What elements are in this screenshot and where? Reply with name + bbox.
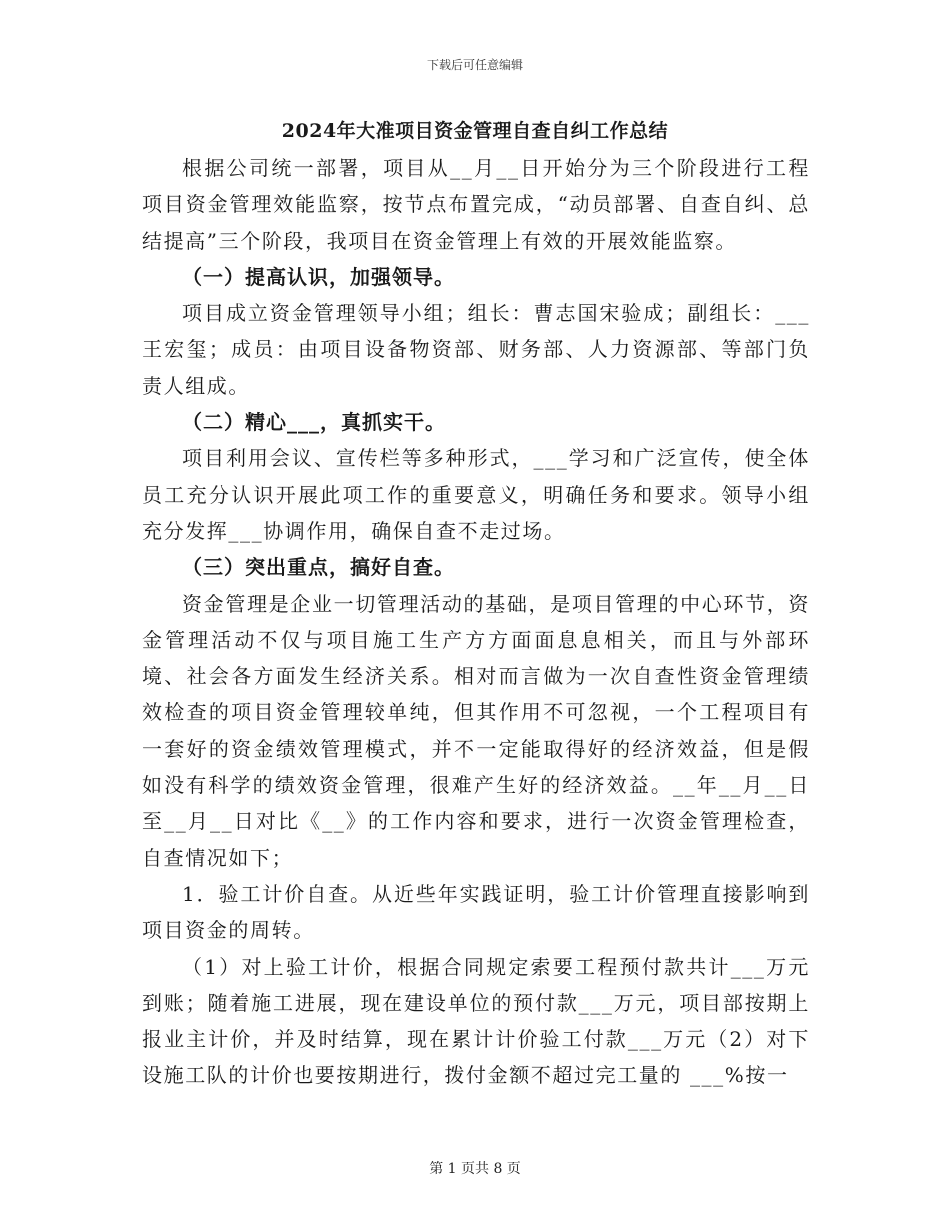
intro-paragraph: 根据公司统一部署，项目从__月__日开始分为三个阶段进行工程项目资金管理效能监察，按节点布置完成，“动员部署、自查自纠、总结提高”三个阶段，我项目在资金管理上有效的开展效能监察。 <box>142 156 810 253</box>
page-footer: 第 1 页共 8 页 <box>429 1161 521 1177</box>
leadership-paragraph: 项目成立资金管理领导小组；组长：曹志国宋验成；副组长：___王宏玺；成员：由项目设备物资部、财务部、人力资源部、等部门负责人组成。 <box>142 301 810 398</box>
section-heading-2: （二）精心___，真抓实干。 <box>182 410 446 435</box>
valuation-detail-paragraph: （1）对上验工计价，根据合同规定索要工程预付款共计___万元到账；随着施工进展，现在建设单位的预付款___万元，项目部按期上报业主计价，并及时结算，现在累计计价验工付款___万元（2）对下设施工队的计价也要按期进行，拨付金额不超过完工量的 ___%按一 <box>142 954 810 1088</box>
self-check-paragraph: 资金管理是企业一切管理活动的基础，是项目管理的中心环节，资金管理活动不仅与项目施工生产方方面面息息相关，而且与外部环境、社会各方面发生经济关系。相对而言做为一次自查性资金管理绩效检查的项目资金管理较单纯，但其作用不可忽视，一个工程项目有一套好的资金绩效管理模式，并不一定能取得好的经济效益，但是假如没有科学的绩效资金管理，很难产生好的经济效益。__年__月__日至__月__日对比《__》的工作内容和要求，进行一次资金管理检查，自查情况如下； <box>142 591 810 870</box>
publicity-paragraph: 项目利用会议、宣传栏等多种形式，___学习和广泛宣传，使全体员工充分认识开展此项工作的重要意义，明确任务和要求。领导小组充分发挥___协调作用，确保自查不走过场。 <box>142 446 810 543</box>
header-note: 下载后可任意编辑 <box>426 58 523 72</box>
document-body <box>142 150 810 1094</box>
document-title: 2024年大准项目资金管理自查自纠工作总结 <box>281 120 669 142</box>
section-heading-1: （一）提高认识，加强领导。 <box>182 264 455 289</box>
section-heading-3: （三）突出重点，搞好自查。 <box>182 555 455 580</box>
valuation-paragraph: 1．验工计价自查。从近些年实践证明，验工计价管理直接影响到项目资金的周转。 <box>142 881 810 943</box>
